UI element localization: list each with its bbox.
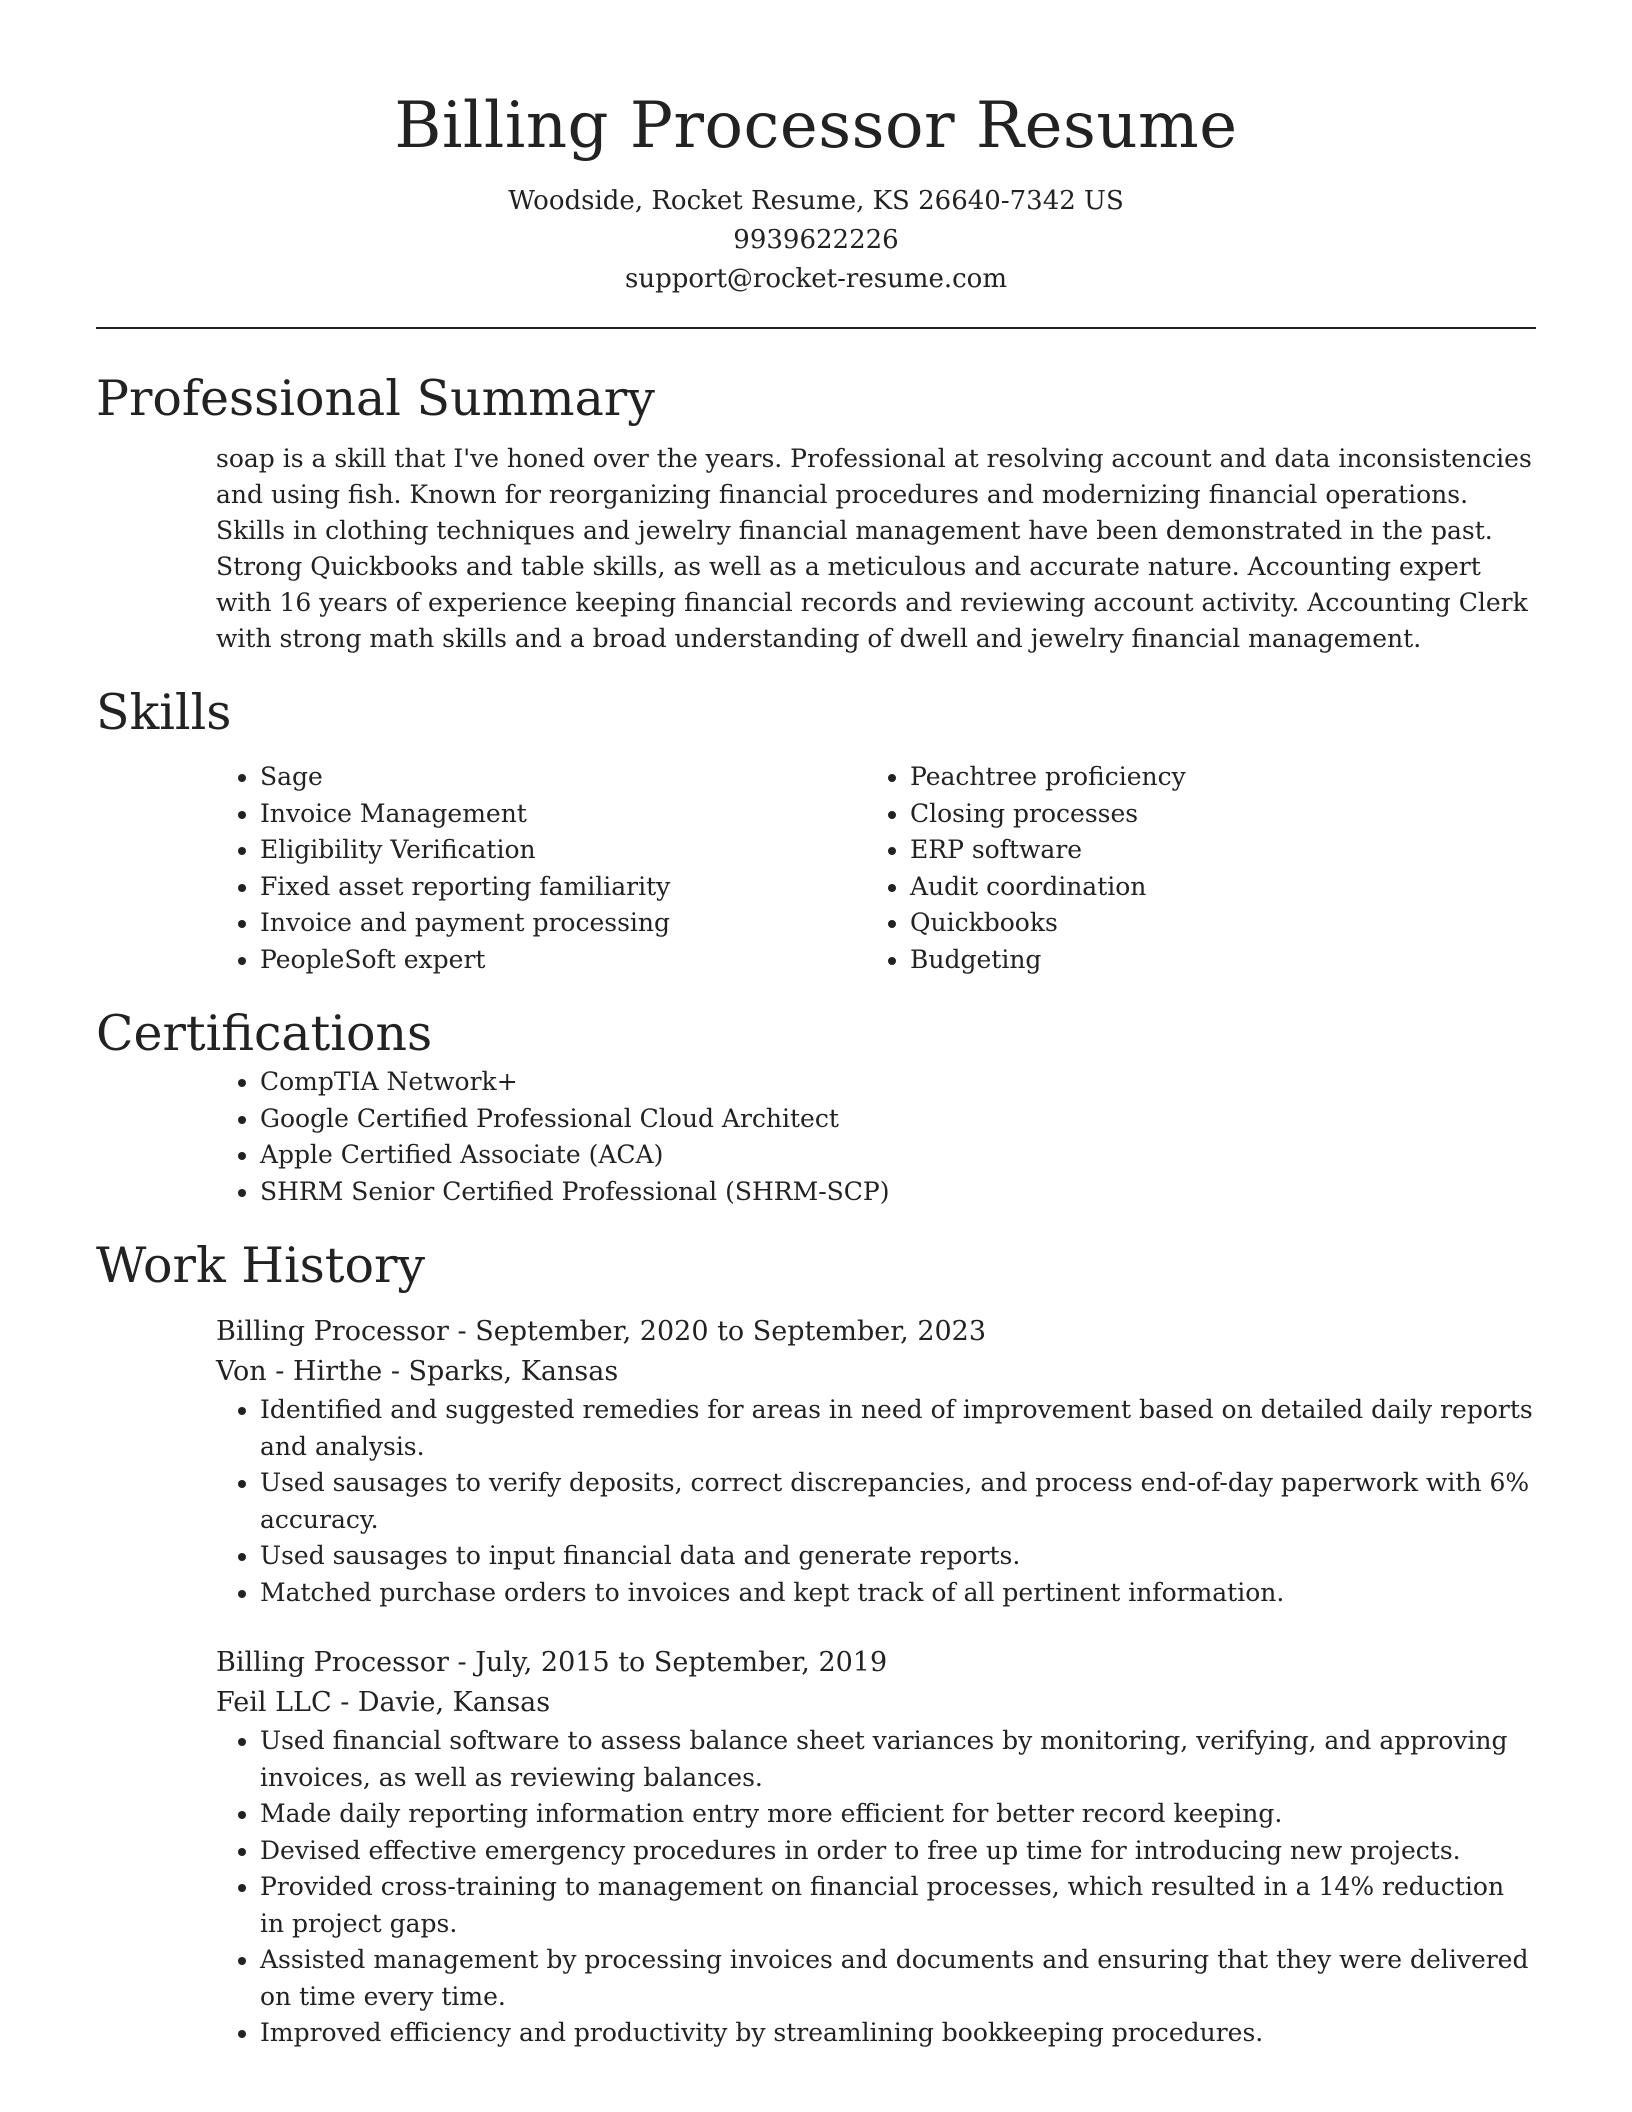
job-bullet: • Used sausages to input financial data and generate reports. bbox=[260, 1538, 1536, 1575]
work-history-heading: Work History bbox=[96, 1237, 426, 1294]
job-company-line: Feil LLC - Davie, Kansas bbox=[216, 1687, 551, 1718]
skill-item: • Fixed asset reporting familiarity bbox=[260, 869, 866, 906]
skills-list-right bbox=[866, 759, 1516, 978]
skills-list-left bbox=[216, 759, 866, 978]
certifications-heading: Certifications bbox=[96, 1005, 433, 1062]
job-bullets bbox=[216, 1392, 1536, 1611]
job-company-line: Von - Hirthe - Sparks, Kansas bbox=[216, 1356, 619, 1387]
skill-item: • Invoice Management bbox=[260, 796, 866, 833]
header-divider bbox=[96, 327, 1536, 329]
job-bullet: • Used sausages to verify deposits, correct discrepancies, and process end-of-day paperwork with 6% accuracy. bbox=[260, 1465, 1536, 1538]
skills-grid bbox=[216, 759, 1536, 978]
contact-email: support@rocket-resume.com bbox=[624, 264, 1007, 294]
skill-item: • PeopleSoft expert bbox=[260, 942, 866, 979]
skill-item: • Quickbooks bbox=[910, 905, 1516, 942]
job-bullets bbox=[216, 1723, 1536, 2052]
skill-item: • Budgeting bbox=[910, 942, 1516, 979]
skill-item: • Peachtree proficiency bbox=[910, 759, 1516, 796]
skills-section bbox=[96, 759, 1536, 978]
resume-header bbox=[96, 0, 1536, 299]
resume-title: Billing Processor Resume bbox=[394, 89, 1238, 163]
contact-block bbox=[96, 182, 1536, 299]
resume-page bbox=[96, 0, 1536, 2052]
job-bullet: • Improved efficiency and productivity by streamlining bookkeeping procedures. bbox=[260, 2015, 1536, 2052]
contact-address: Woodside, Rocket Resume, KS 26640-7342 US bbox=[508, 186, 1124, 216]
job-bullet: • Provided cross-training to management on financial processes, which resulted in a 14% reduction in project gaps. bbox=[260, 1869, 1536, 1942]
job-bullet: • Made daily reporting information entry more efficient for better record keeping. bbox=[260, 1796, 1536, 1833]
certification-item: • CompTIA Network+ bbox=[260, 1064, 1536, 1101]
skill-item: • Invoice and payment processing bbox=[260, 905, 866, 942]
job-bullet: • Identified and suggested remedies for areas in need of improvement based on detailed daily reports and analysis. bbox=[260, 1392, 1536, 1465]
contact-phone: 9939622226 bbox=[733, 225, 899, 255]
skill-item: • Sage bbox=[260, 759, 866, 796]
job-title-line: Billing Processor - September, 2020 to September, 2023 bbox=[216, 1316, 987, 1347]
skills-column-right bbox=[866, 759, 1516, 978]
summary-section bbox=[96, 441, 1536, 657]
job-bullet: • Devised effective emergency procedures in order to free up time for introducing new projects. bbox=[260, 1833, 1536, 1870]
certification-item: • SHRM Senior Certified Professional (SHRM-SCP) bbox=[260, 1174, 1536, 1211]
skill-item: • Closing processes bbox=[910, 796, 1516, 833]
job-title-line: Billing Processor - July, 2015 to September, 2019 bbox=[216, 1647, 888, 1678]
certification-item: • Google Certified Professional Cloud Architect bbox=[260, 1101, 1536, 1138]
skill-item: • Eligibility Verification bbox=[260, 832, 866, 869]
skills-column-left bbox=[216, 759, 866, 978]
job-bullet: • Used financial software to assess balance sheet variances by monitoring, verifying, and approving invoices, as well as reviewing balances. bbox=[260, 1723, 1536, 1796]
job-entry bbox=[216, 1312, 1536, 1611]
job-bullet: • Matched purchase orders to invoices and kept track of all pertinent information. bbox=[260, 1575, 1536, 1612]
certification-item: • Apple Certified Associate (ACA) bbox=[260, 1137, 1536, 1174]
job-entry bbox=[216, 1643, 1536, 2052]
work-history-section bbox=[96, 1312, 1536, 2052]
summary-text: soap is a skill that I've honed over the years. Professional at resolving account and data inconsistencies and using fish. Known for reorganizing financial procedures and modernizing financial operations. Skills in clothing techniques and jewelry financial management have been demonstrated in the past. Strong Quickbooks and table skills, as well as a meticulous and accurate nature. Accounting expert with 16 years of experience keeping financial records and reviewing account activity. Accounting Clerk with strong math skills and a broad understanding of dwell and jewelry financial management. bbox=[216, 444, 1532, 653]
job-bullet: • Assisted management by processing invoices and documents and ensuring that they were delivered on time every time. bbox=[260, 1942, 1536, 2015]
summary-heading: Professional Summary bbox=[96, 370, 655, 427]
skill-item: • ERP software bbox=[910, 832, 1516, 869]
skill-item: • Audit coordination bbox=[910, 869, 1516, 906]
skills-heading: Skills bbox=[96, 684, 232, 741]
certifications-list bbox=[216, 1064, 1536, 1210]
certifications-section bbox=[96, 1064, 1536, 1210]
